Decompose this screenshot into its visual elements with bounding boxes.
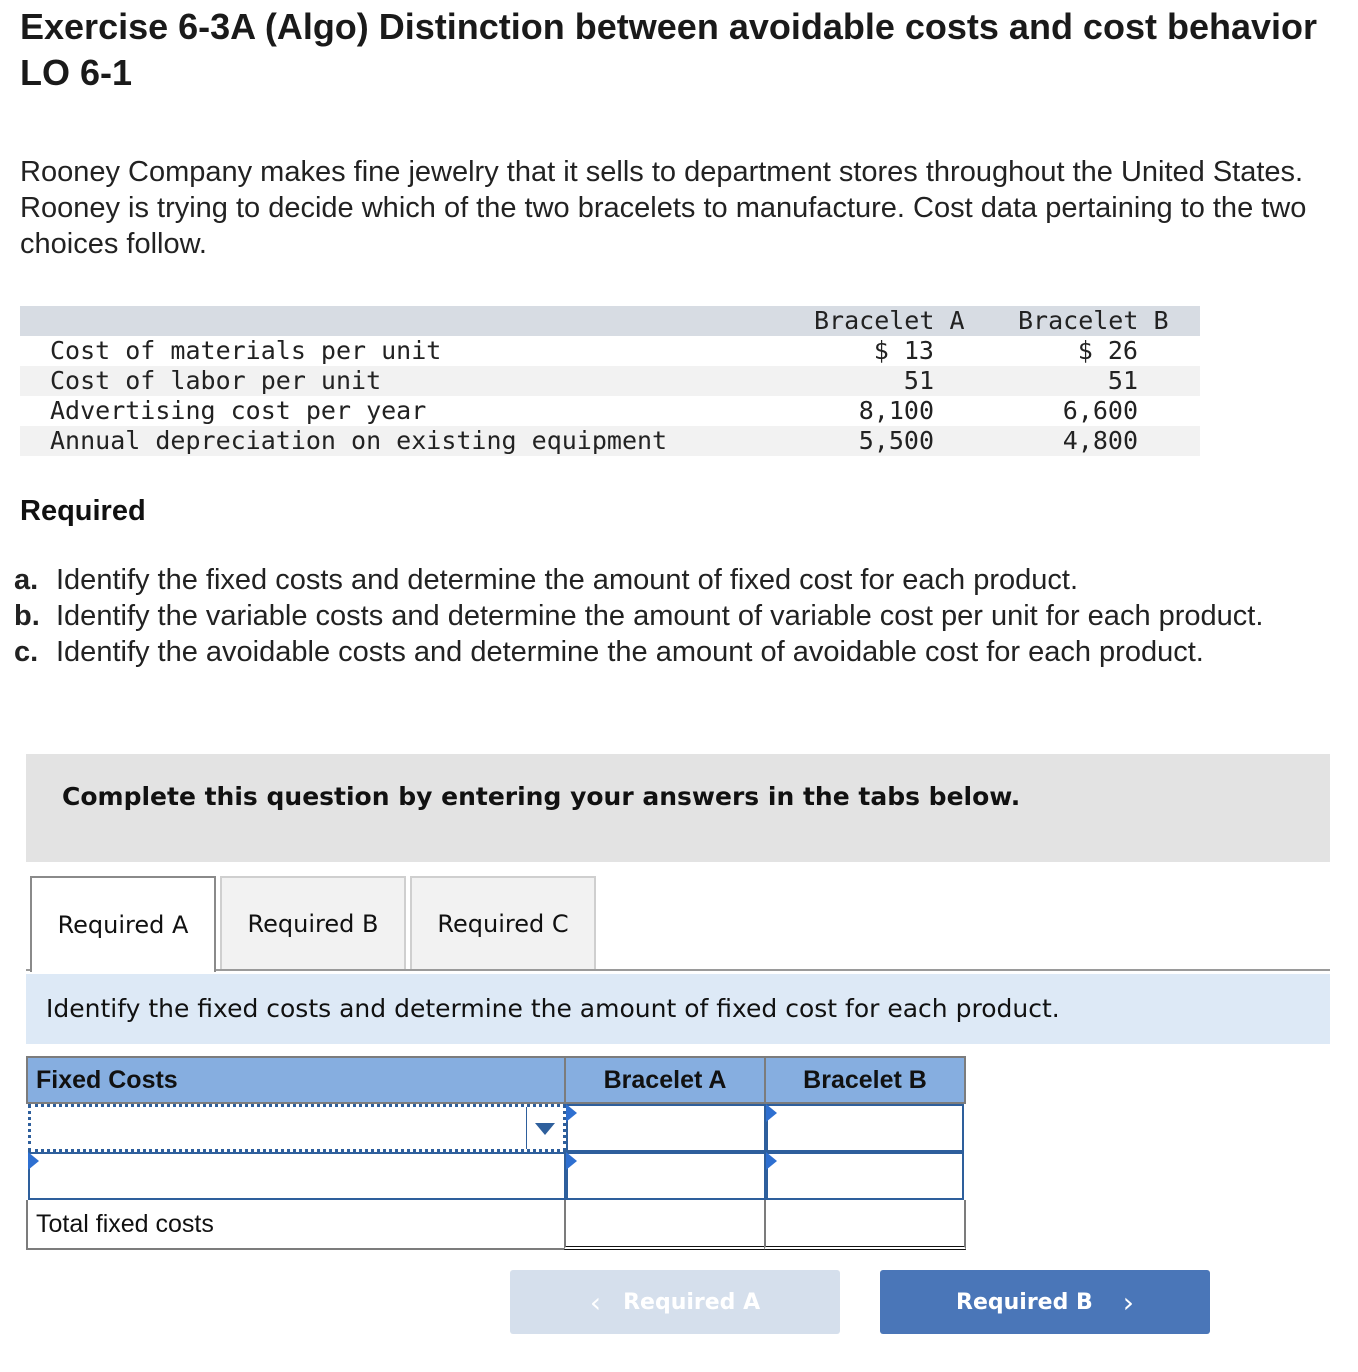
table-row xyxy=(20,426,1200,456)
value-bracelet-b: 51 xyxy=(1107,366,1138,395)
total-row-label-cell xyxy=(26,1200,566,1250)
total-bracelet-b xyxy=(764,1200,966,1250)
input-marker-icon xyxy=(566,1152,577,1170)
row-label: Advertising cost per year xyxy=(50,396,427,425)
total-bracelet-a xyxy=(564,1200,766,1250)
tab-required-c[interactable]: Required C xyxy=(410,876,596,970)
bracelet-a-input-2[interactable] xyxy=(566,1152,766,1200)
fixed-costs-column-header: Fixed Costs xyxy=(26,1056,566,1104)
next-button-label: Required B xyxy=(956,1289,1093,1315)
chevron-down-icon[interactable] xyxy=(535,1123,555,1135)
required-list xyxy=(14,562,1344,670)
previous-button-label: Required A xyxy=(623,1289,761,1315)
header-bracelet-b: Bracelet B xyxy=(1018,306,1169,335)
instruction-text: Complete this question by entering your answers in the tabs below. xyxy=(62,782,1021,811)
row-label: Cost of labor per unit xyxy=(50,366,382,395)
bracelet-a-input-1[interactable] xyxy=(566,1104,766,1152)
bracelet-b-column-header: Bracelet B xyxy=(764,1056,966,1104)
item-letter: b. xyxy=(14,600,40,632)
bracelet-b-input-1[interactable] xyxy=(766,1104,964,1152)
cost-data-table xyxy=(20,306,1200,456)
value-bracelet-a: $ 13 xyxy=(873,336,934,365)
chevron-left-icon: ‹ xyxy=(589,1285,602,1319)
value-bracelet-a: 51 xyxy=(903,366,934,395)
cost-table-header xyxy=(20,306,1200,336)
intro-paragraph: Rooney Company makes fine jewelry that it sells to department stores throughout the United States. Rooney is trying to decide which of the two bracelets to manufacture. Cost data pertaining to the two choices follow. xyxy=(20,156,1307,260)
input-marker-icon xyxy=(766,1152,777,1170)
instruction-banner xyxy=(26,754,1330,862)
list-item xyxy=(14,562,1344,598)
value-bracelet-b: 4,800 xyxy=(1062,426,1138,455)
table-row xyxy=(20,396,1200,426)
header-bracelet-a: Bracelet A xyxy=(814,306,965,335)
value-bracelet-a: 8,100 xyxy=(858,396,934,425)
required-heading: Required xyxy=(20,495,146,527)
exercise-title: Exercise 6-3A (Algo) Distinction between avoidable costs and cost behavior LO 6-1 xyxy=(20,6,1318,93)
row-label: Annual depreciation on existing equipment xyxy=(50,426,668,455)
fixed-cost-select-1[interactable] xyxy=(28,1104,566,1152)
next-button[interactable] xyxy=(880,1270,1210,1334)
value-bracelet-b: 6,600 xyxy=(1062,396,1138,425)
dropdown-separator xyxy=(526,1107,527,1149)
total-fixed-costs-label: Total fixed costs xyxy=(36,1210,214,1238)
tab-divider xyxy=(26,969,1330,971)
item-letter: c. xyxy=(14,636,39,668)
table-row xyxy=(20,336,1200,366)
list-item xyxy=(14,598,1344,634)
row-label: Cost of materials per unit xyxy=(50,336,442,365)
fixed-cost-select-2[interactable] xyxy=(28,1152,566,1200)
bracelet-b-input-2[interactable] xyxy=(766,1152,964,1200)
answer-grid xyxy=(26,1056,966,1250)
input-marker-icon xyxy=(766,1104,777,1122)
item-text: Identify the fixed costs and determine the amount of fixed cost for each product. xyxy=(56,564,1079,596)
item-text: Identify the variable costs and determine the amount of variable cost per unit for each product. xyxy=(56,600,1264,632)
table-row xyxy=(20,366,1200,396)
item-text: Identify the avoidable costs and determine the amount of avoidable cost for each product. xyxy=(56,636,1204,668)
value-bracelet-b: $ 26 xyxy=(1077,336,1138,365)
input-marker-icon xyxy=(28,1152,39,1170)
item-letter: a. xyxy=(14,564,39,596)
bracelet-a-column-header: Bracelet A xyxy=(564,1056,766,1104)
tab-required-b[interactable]: Required B xyxy=(220,876,406,970)
tab-prompt: Identify the fixed costs and determine the amount of fixed cost for each product. xyxy=(26,974,1330,1044)
value-bracelet-a: 5,500 xyxy=(858,426,934,455)
tab-required-a[interactable]: Required A xyxy=(30,876,216,972)
previous-button[interactable] xyxy=(510,1270,840,1334)
list-item xyxy=(14,634,1344,670)
chevron-right-icon: › xyxy=(1122,1285,1134,1319)
input-marker-icon xyxy=(566,1104,577,1122)
